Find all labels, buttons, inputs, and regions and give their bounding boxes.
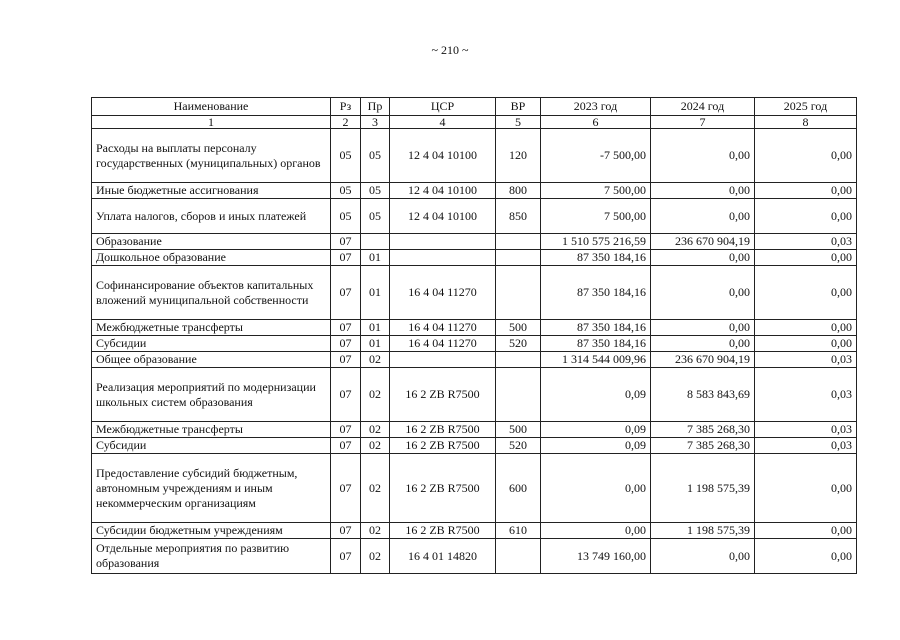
cell-rz: 05 (331, 183, 361, 199)
cell-vr: 800 (496, 183, 541, 199)
cell-y2025: 0,00 (755, 336, 857, 352)
cell-y2023: 13 749 160,00 (541, 539, 651, 574)
cell-rz: 07 (331, 352, 361, 368)
cell-pr: 05 (361, 129, 390, 183)
cell-vr: 850 (496, 199, 541, 234)
cell-name: Общее образование (92, 352, 331, 368)
column-number: 2 (331, 116, 361, 129)
cell-csr: 16 4 04 11270 (390, 336, 496, 352)
cell-pr: 02 (361, 438, 390, 454)
cell-csr: 12 4 04 10100 (390, 199, 496, 234)
cell-y2025: 0,00 (755, 183, 857, 199)
cell-name: Межбюджетные трансферты (92, 422, 331, 438)
cell-y2025: 0,00 (755, 266, 857, 320)
cell-name: Отдельные мероприятия по развитию образования (92, 539, 331, 574)
column-number: 5 (496, 116, 541, 129)
cell-y2023: 1 510 575 216,59 (541, 234, 651, 250)
cell-y2024: 236 670 904,19 (651, 352, 755, 368)
cell-name: Предоставление субсидий бюджетным, автономным учреждениям и иным некоммерческим организациям (92, 454, 331, 523)
cell-csr: 16 2 ZB R7500 (390, 454, 496, 523)
column-header: 2023 год (541, 98, 651, 116)
column-header: Пр (361, 98, 390, 116)
cell-rz: 07 (331, 438, 361, 454)
column-header: ЦСР (390, 98, 496, 116)
cell-rz: 07 (331, 539, 361, 574)
cell-csr (390, 250, 496, 266)
cell-name: Софинансирование объектов капитальных вложений муниципальной собственности (92, 266, 331, 320)
table-row (92, 438, 857, 454)
cell-csr: 12 4 04 10100 (390, 129, 496, 183)
cell-vr: 500 (496, 422, 541, 438)
cell-y2025: 0,00 (755, 539, 857, 574)
table-row (92, 199, 857, 234)
cell-pr: 02 (361, 368, 390, 422)
cell-y2024: 0,00 (651, 129, 755, 183)
cell-y2023: 0,09 (541, 438, 651, 454)
cell-y2023: 0,09 (541, 368, 651, 422)
cell-y2023: 0,00 (541, 454, 651, 523)
cell-csr: 16 2 ZB R7500 (390, 422, 496, 438)
cell-y2023: 87 350 184,16 (541, 266, 651, 320)
column-number: 8 (755, 116, 857, 129)
table-row (92, 523, 857, 539)
budget-table (91, 97, 857, 574)
column-number: 7 (651, 116, 755, 129)
header-row (92, 98, 857, 116)
cell-y2024: 236 670 904,19 (651, 234, 755, 250)
column-header: 2025 год (755, 98, 857, 116)
cell-y2025: 0,00 (755, 250, 857, 266)
cell-rz: 05 (331, 199, 361, 234)
cell-pr: 01 (361, 250, 390, 266)
cell-vr (496, 352, 541, 368)
cell-pr: 02 (361, 422, 390, 438)
cell-rz: 07 (331, 368, 361, 422)
cell-vr (496, 368, 541, 422)
table-row (92, 320, 857, 336)
table-row (92, 234, 857, 250)
cell-y2024: 0,00 (651, 266, 755, 320)
cell-y2023: -7 500,00 (541, 129, 651, 183)
cell-y2023: 87 350 184,16 (541, 320, 651, 336)
cell-y2025: 0,03 (755, 422, 857, 438)
table-row (92, 454, 857, 523)
cell-y2024: 8 583 843,69 (651, 368, 755, 422)
cell-y2024: 1 198 575,39 (651, 454, 755, 523)
column-number: 6 (541, 116, 651, 129)
cell-rz: 07 (331, 250, 361, 266)
cell-vr (496, 266, 541, 320)
cell-name: Субсидии бюджетным учреждениям (92, 523, 331, 539)
cell-vr: 500 (496, 320, 541, 336)
cell-y2025: 0,00 (755, 523, 857, 539)
cell-y2023: 7 500,00 (541, 199, 651, 234)
table-row (92, 336, 857, 352)
cell-y2023: 87 350 184,16 (541, 336, 651, 352)
column-header: ВР (496, 98, 541, 116)
cell-csr: 16 4 01 14820 (390, 539, 496, 574)
cell-pr: 02 (361, 352, 390, 368)
cell-y2025: 0,03 (755, 368, 857, 422)
cell-y2025: 0,00 (755, 320, 857, 336)
cell-name: Межбюджетные трансферты (92, 320, 331, 336)
cell-y2025: 0,00 (755, 129, 857, 183)
cell-rz: 07 (331, 320, 361, 336)
table-row (92, 129, 857, 183)
column-number: 1 (92, 116, 331, 129)
page-number: ~ 210 ~ (431, 43, 469, 57)
cell-vr: 520 (496, 336, 541, 352)
cell-vr: 520 (496, 438, 541, 454)
cell-y2025: 0,03 (755, 352, 857, 368)
cell-pr: 05 (361, 183, 390, 199)
cell-csr: 16 2 ZB R7500 (390, 438, 496, 454)
cell-pr: 01 (361, 320, 390, 336)
table-row (92, 266, 857, 320)
cell-csr (390, 234, 496, 250)
cell-name: Субсидии (92, 438, 331, 454)
cell-rz: 07 (331, 336, 361, 352)
cell-vr: 610 (496, 523, 541, 539)
column-number: 4 (390, 116, 496, 129)
cell-vr (496, 234, 541, 250)
table-row (92, 352, 857, 368)
cell-vr (496, 250, 541, 266)
cell-name: Уплата налогов, сборов и иных платежей (92, 199, 331, 234)
cell-pr: 01 (361, 266, 390, 320)
cell-pr: 02 (361, 523, 390, 539)
cell-y2024: 0,00 (651, 250, 755, 266)
column-number: 3 (361, 116, 390, 129)
column-header: 2024 год (651, 98, 755, 116)
cell-csr: 16 4 04 11270 (390, 320, 496, 336)
cell-y2024: 1 198 575,39 (651, 523, 755, 539)
cell-vr (496, 539, 541, 574)
cell-name: Расходы на выплаты персоналу государственных (муниципальных) органов (92, 129, 331, 183)
cell-pr (361, 234, 390, 250)
cell-csr: 16 2 ZB R7500 (390, 523, 496, 539)
cell-y2023: 0,00 (541, 523, 651, 539)
cell-y2025: 0,03 (755, 234, 857, 250)
cell-name: Образование (92, 234, 331, 250)
cell-rz: 07 (331, 454, 361, 523)
cell-pr: 05 (361, 199, 390, 234)
cell-vr: 600 (496, 454, 541, 523)
column-number-row (92, 116, 857, 129)
cell-y2024: 0,00 (651, 336, 755, 352)
cell-pr: 02 (361, 454, 390, 523)
table-row (92, 539, 857, 574)
cell-y2024: 7 385 268,30 (651, 422, 755, 438)
cell-csr: 16 2 ZB R7500 (390, 368, 496, 422)
cell-y2023: 87 350 184,16 (541, 250, 651, 266)
cell-y2024: 0,00 (651, 183, 755, 199)
cell-y2023: 7 500,00 (541, 183, 651, 199)
cell-rz: 05 (331, 129, 361, 183)
cell-name: Иные бюджетные ассигнования (92, 183, 331, 199)
cell-y2023: 1 314 544 009,96 (541, 352, 651, 368)
cell-y2024: 0,00 (651, 539, 755, 574)
column-header: Рз (331, 98, 361, 116)
cell-y2023: 0,09 (541, 422, 651, 438)
cell-csr: 16 4 04 11270 (390, 266, 496, 320)
cell-rz: 07 (331, 523, 361, 539)
cell-pr: 01 (361, 336, 390, 352)
cell-vr: 120 (496, 129, 541, 183)
cell-rz: 07 (331, 422, 361, 438)
column-header: Наименование (92, 98, 331, 116)
cell-name: Реализация мероприятий по модернизации школьных систем образования (92, 368, 331, 422)
cell-y2024: 0,00 (651, 320, 755, 336)
cell-csr (390, 352, 496, 368)
cell-y2025: 0,03 (755, 438, 857, 454)
cell-rz: 07 (331, 234, 361, 250)
table-body (92, 129, 857, 574)
cell-rz: 07 (331, 266, 361, 320)
table-row (92, 250, 857, 266)
cell-y2024: 0,00 (651, 199, 755, 234)
cell-csr: 12 4 04 10100 (390, 183, 496, 199)
cell-pr: 02 (361, 539, 390, 574)
cell-name: Дошкольное образование (92, 250, 331, 266)
table-row (92, 422, 857, 438)
cell-y2024: 7 385 268,30 (651, 438, 755, 454)
cell-y2025: 0,00 (755, 199, 857, 234)
cell-name: Субсидии (92, 336, 331, 352)
table-row (92, 183, 857, 199)
table-row (92, 368, 857, 422)
cell-y2025: 0,00 (755, 454, 857, 523)
